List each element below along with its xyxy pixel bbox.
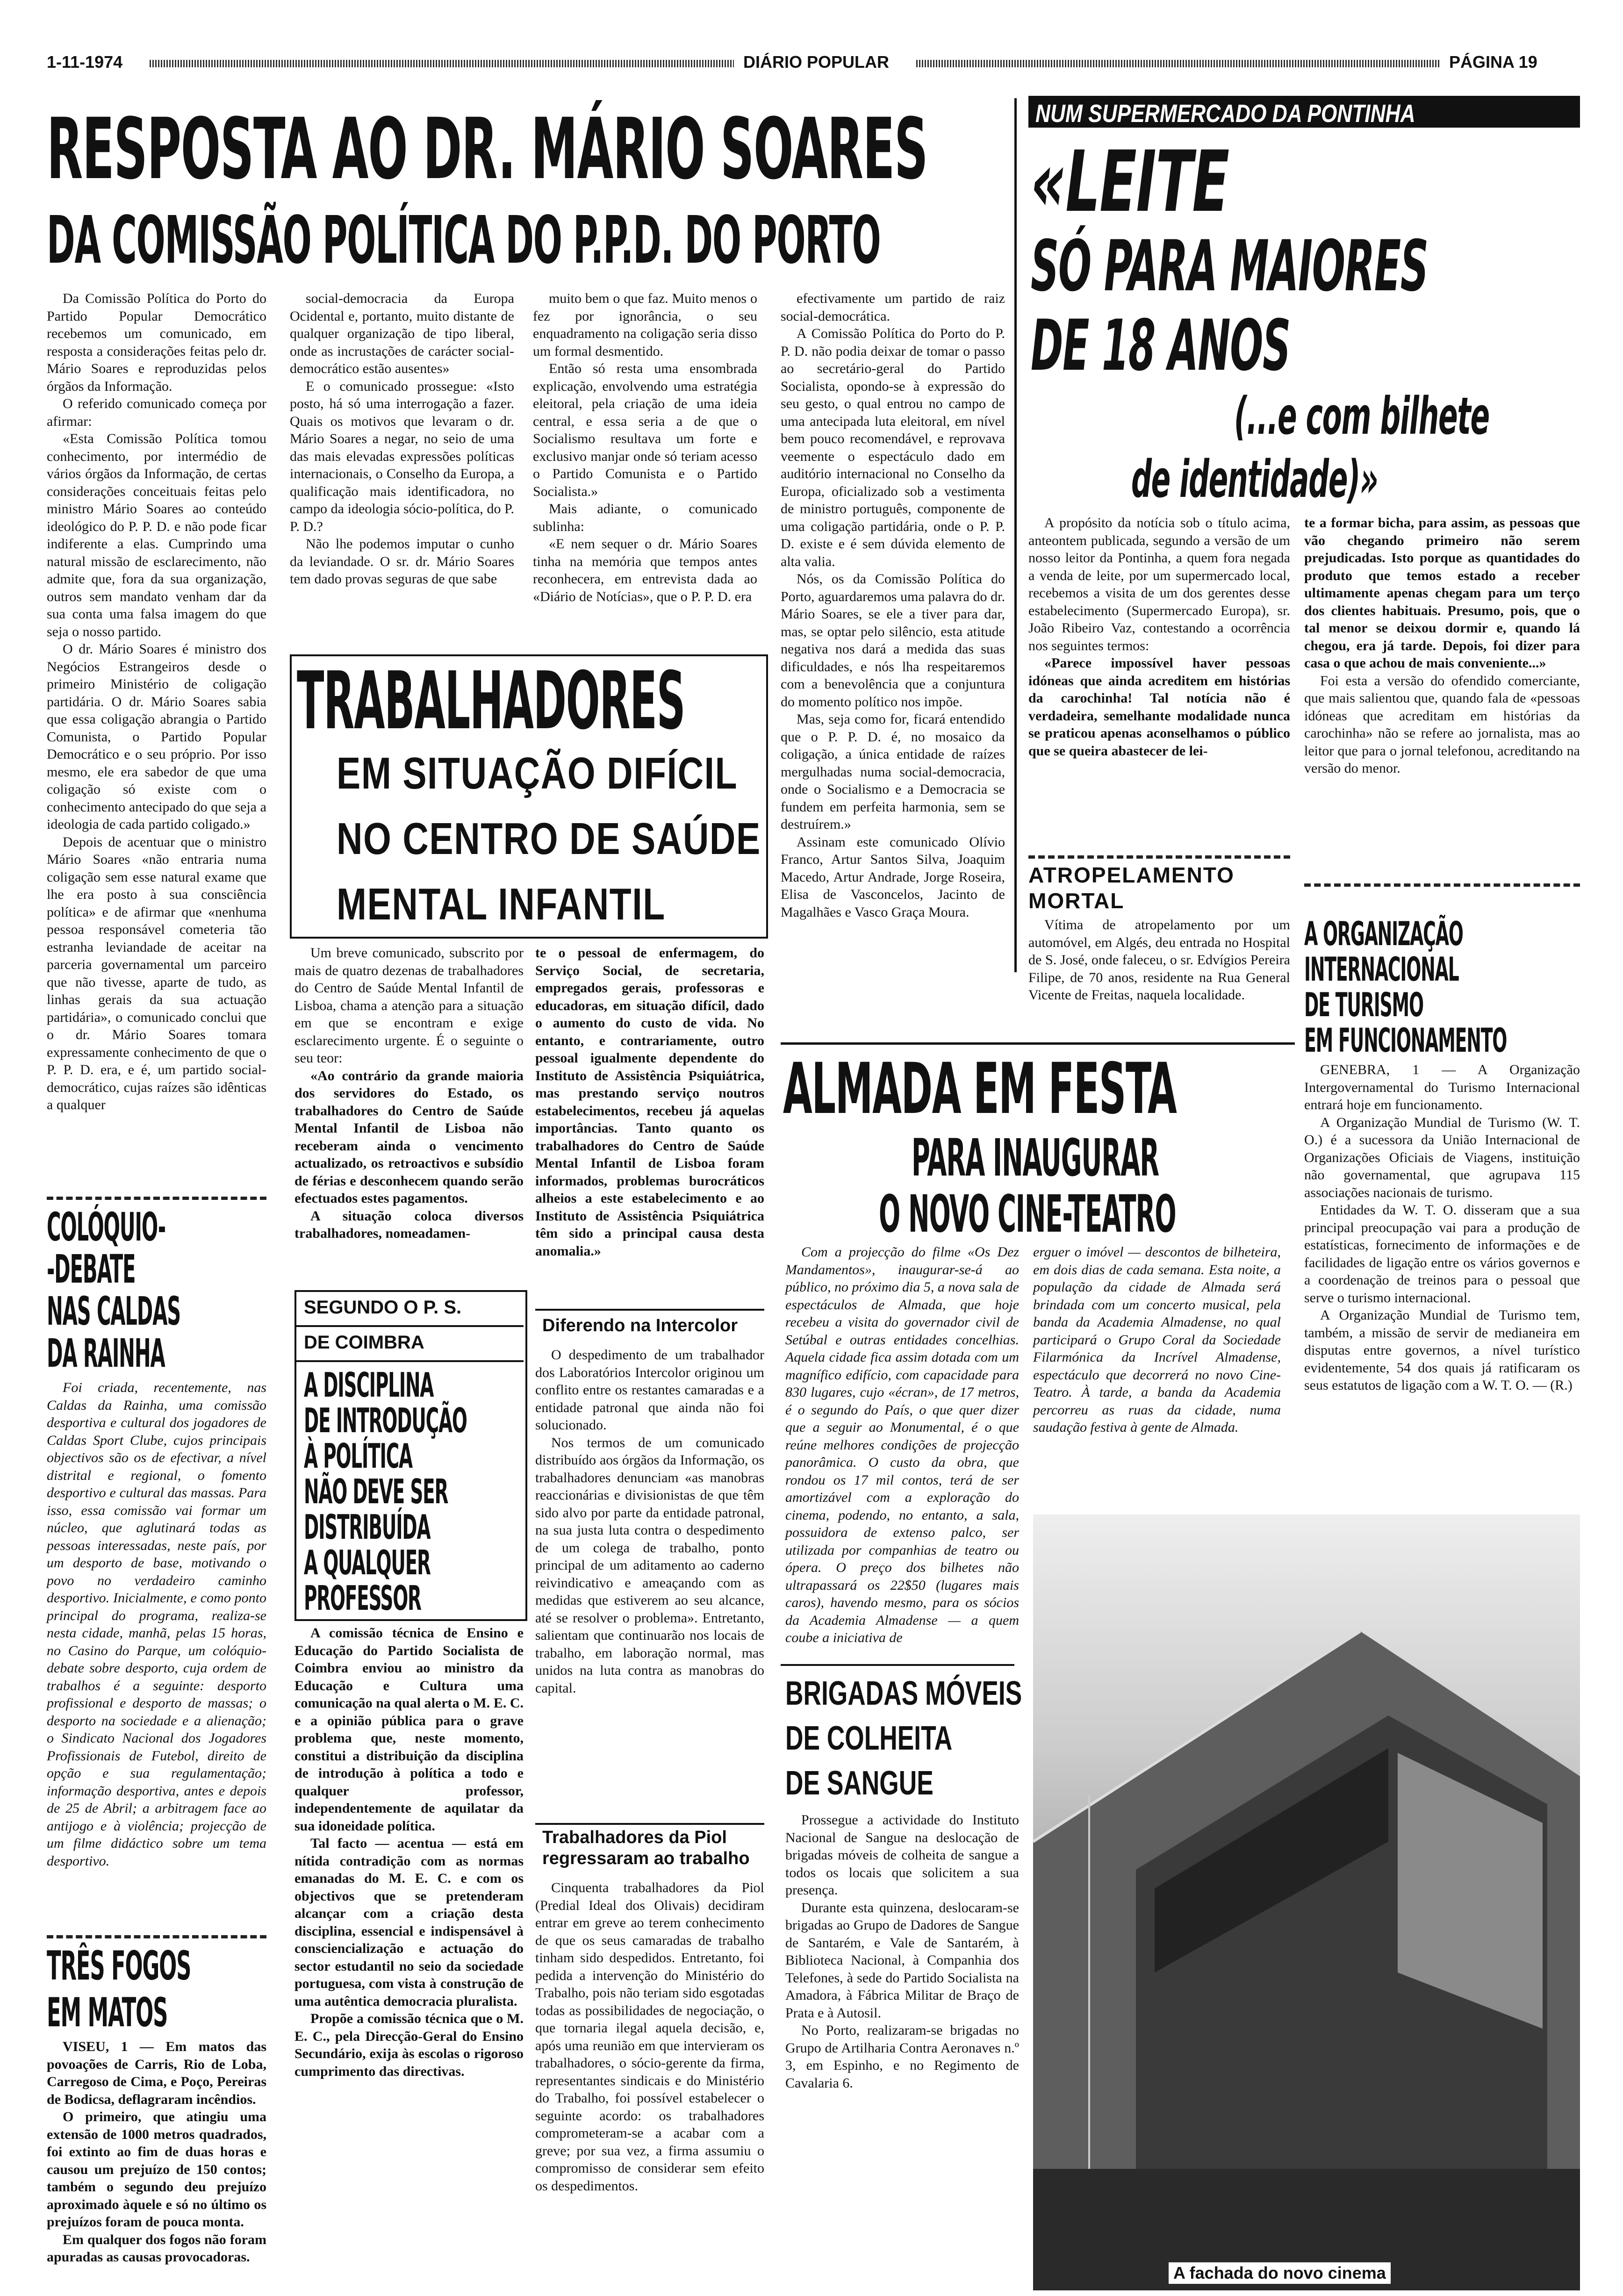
soares-subheadline: DA COMISSÃO POLÍTICA DO P.P.D. DO PORTO (47, 202, 881, 279)
paragraph: O despedimento de um trabalhador dos Laboratórios Intercolor originou um conflito entre os restantes camaradas e a entidade patronal que ainda não foi solucionado. (535, 1347, 764, 1433)
ps-title-4: NÃO DEVE SER (304, 1472, 448, 1511)
masthead (47, 52, 1580, 76)
coloquio-title-2: -DEBATE (47, 1246, 136, 1292)
paragraph: A Organização Mundial de Turismo tem, também, a missão de servir de medianeira em disputas entre governos, a nível turístico evidentemente, 54 dos quais já ratificaram os seus estatutos de ligação com a W. T. O. — (R.) (1304, 1307, 1580, 1393)
almada-title-1: ALMADA EM FESTA (783, 1048, 1177, 1130)
paragraph: Vítima de atropelamento por um automóvel, em Algés, deu entrada no Hospital de S. José, onde faleceu, o sr. Edvígios Pereira Filipe, de 70 anos, residente na Rua General Vicente de Freitas, naquela localidade. (1028, 917, 1290, 1003)
cinema-photo (1033, 1514, 1580, 2290)
almada-column-1 (785, 1243, 1019, 1647)
paragraph: muito bem o que faz. Muito menos o fez por ignorância, o seu enquadramento na coligação seria disso um formal desmentido. (533, 291, 757, 359)
paragraph: erguer o imóvel — descontos de bilheteira, em dois dias de cada semana. Esta noite, a população da cidade de Almada será brindada com um concerto musical, pela banda da Academia Almadense, no qual participará o Grupo Coral da Sociedade Filarmónica da Incrível Almadense, espectáculo que decorrerá no novo Cine-Teatro. À tarde, a banda da Academia percorreu as ruas da cidade, numa saudação festiva à gente de Almada. (1033, 1244, 1281, 1435)
almada-column-2 (1033, 1243, 1281, 1436)
leite-headline-2: SÓ PARA MAIORES (1031, 226, 1428, 307)
paragraph: Foi criada, recentemente, nas Caldas da Rainha, uma comissão desportiva e cultural dos jogadores de Caldas Sport Clube, cujos principais objectivos são os de efectivar, a nível distrital e regional, o fomento desportivo e cultural das massas. Para isso, essa comissão vai formar um núcleo, que aglutinará todas as pessoas interessadas, neste país, por um desporto de base, motivando o povo no verdadeiro caminho desportivo. Inicialmente, e como ponto principal do programa, realiza-se nesta cidade, manhã, pelas 15 horas, no Casino do Parque, um colóquio-debate sobre desporto, cuja ordem de trabalhos é a seguinte: desporto profissional e desporto de massas; o desporto na sociedade e a alienação; o Sindicato Nacional dos Jogadores Profissionais de Futebol, direito de opção e sua regulamentação; informação desportiva, antes e depois de 25 de Abril; a arbitragem face ao antijogo e à violência; projecção de um filme didáctico sobre um tema desportivo. (47, 1380, 266, 1869)
paragraph: Entidades da W. T. O. disseram que a sua principal preocupação vai para a produção de estatísticas, fornecimento de informações e de facilidades de ligação entre os vários governos e a coordenação de treinos para o pessoal que serve o turismo internacional. (1304, 1202, 1580, 1306)
photo-caption: A fachada do novo cinema (1169, 2262, 1391, 2284)
paragraph: «E nem sequer o dr. Mário Soares tinha na memória que tempos antes reconhecera, em entrevista dada ao «Diário de Notícias», que o P. P. D. era (533, 536, 757, 604)
turismo-headline (1304, 916, 1580, 1058)
paragraph: Nós, os da Comissão Política do Porto, aguardaremos uma palavra do dr. Mário Soares, se ele a tiver para dar, mas, se optar pelo silêncio, esta atitude negativa nos dará a medida das suas dificuldades, e nós lha respeitaremos com a benevolência que a conjuntura do momento político nos impõe. (781, 571, 1005, 710)
quote-paragraph: te o pessoal de enfermagem, do Serviço Social, de secretaria, empregados gerais, professoras e educadoras, em situação difícil, dado o aumento do custo de vida. No entanto, e contrariamente, outro pessoal igualmente dependente do Instituto de Assistência Psiquiátrica, mas prestando serviço noutros estabelecimentos, recebeu já aquelas importâncias. Tanto quanto os trabalhadores do Centro de Saúde Mental Infantil de Lisboa foram informados, problemas burocráticos alheios a este estabelecimento e ao Instituto de Assistência Psiquiátrica têm sido a principal causa desta anomalia.» (535, 945, 764, 1259)
ps-title-6: A QUALQUER (304, 1543, 431, 1582)
coloquio-title-3: NAS CALDAS (47, 1288, 181, 1334)
piol-title-1: Trabalhadores da Piol (542, 1828, 727, 1847)
divider (47, 1935, 266, 1938)
quote-paragraph: «Parece impossível haver pessoas idóneas que ainda acreditem em histórias da carochinha! Tal notícia não é verdadeira, semelhante modalidade nunca se praticou apenas aconselhamos o público que se queira abastecer de lei- (1028, 655, 1290, 759)
paragraph: O primeiro, que atingiu uma extensão de 1000 metros quadrados, foi extinto ao fim de duas horas e causou um prejuízo de 150 contos; também o segundo deu prejuízo aproximado àquele e só no último os prejuízos foram de pouca monta. (47, 2109, 266, 2230)
turismo-body (1304, 1061, 1580, 1394)
turismo-title-4: EM FUNCIONAMENTO (1304, 1021, 1507, 1060)
cinema-facade-illustration (1033, 1514, 1580, 2290)
fogos-title-1: TRÊS FOGOS (47, 1943, 191, 1989)
paragraph: Foi esta a versão do ofendido comerciante, que mais salientou que, quando fala de «pessoas idóneas que acreditam em histórias da carochinha» não se refere ao jornalista, mas ao leitor que para o jornal telefonou, acreditando na versão do menor. (1304, 673, 1580, 776)
paragraph: O dr. Mário Soares é ministro dos Negócios Estrangeiros desde o primeiro Ministério de coligação partidária. O dr. Mário Soares sabia que essa coligação abrangia o Partido Comunista, o Partido Popular Democrático e o seu próprio. Por isso mesmo, ele era sabedor de que uma coligação só existe com o conhecimento antecipado do que seja a ideologia de cada partido coligado.» (47, 641, 266, 832)
paragraph: Propõe a comissão técnica que o M. E. C., pela Direcção-Geral do Ensino Secundário, exija às escolas o rigoroso cumprimento das directivas. (294, 2011, 524, 2079)
paragraph: social-democracia da Europa Ocidental e, portanto, muito distante de qualquer organização de tipo liberal, onde as incrustações de carácter social-democrático estão ausentes» (290, 291, 514, 376)
ps-title-3: À POLÍTICA (304, 1436, 412, 1476)
paragraph: Não lhe podemos imputar o cunho da leviandade. O sr. dr. Mário Soares tem dado provas seguras de que sabe (290, 536, 514, 587)
paragraph: O referido comunicado começa por afirmar: (47, 396, 266, 429)
vertical-rule (1014, 98, 1017, 972)
paragraph: Depois de acentuar que o ministro Mário Soares «não entraria numa coligação sem esse natural exame que lhe era posto à sua consciência política» e de afirmar que «nenhuma pessoa responsável cometeria tão estranha leviandade de aceitar na parceria governamental um parceiro que não tivesse, aparte de tudo, as linhas gerais da sua actuação partidária», o comunicado conclui que o dr. Mário Soares tomara expressamente conhecimento de que o P. P. D. era, e é, um partido social-democrático, cujas raízes são idênticas a qualquer (47, 834, 266, 1112)
divider (1304, 883, 1580, 887)
ps-title-7: PROFESSOR (304, 1578, 421, 1618)
paragraph: Então só resta uma ensombrada explicação, envolvendo uma estratégia eleitoral, pela criação de uma ideia central, e essa seria a de que o Socialismo resultava um forte e exclusivo manjar onde só teriam acesso o Partido Comunista e o Partido Socialista.» (533, 361, 757, 499)
ps-title-1: A DISCIPLINA (304, 1365, 434, 1405)
leite-column-2 (1304, 514, 1580, 777)
masthead-rule-left (150, 60, 734, 67)
soares-column-4 (781, 290, 1005, 921)
ps-kicker-1: SEGUNDO O P. S. (304, 1297, 462, 1318)
soares-headline: RESPOSTA AO DR. MÁRIO SOARES (47, 100, 928, 198)
leite-headline-1: «LEITE (1031, 133, 1229, 231)
paragraph: Tal facto — acentua — está em nítida contradição com as normas emanadas do M. E. C. e com os objectivos que se pretenderam alcançar com a criação desta disciplina, essencial e indispensável à consciencialização e actuação do sector estudantil no seio da sociedade portuguesa, com vista à construção de uma autêntica democracia pluralista. (294, 1836, 524, 2009)
leite-headline-3: DE 18 ANOS (1031, 305, 1291, 387)
divider (294, 1325, 524, 1327)
paragraph: A Organização Mundial de Turismo (W. T. O.) é a sucessora da União Internacional de Organizações Oficiais de Viagens, instituição não governamental, que agrupava 115 associações nacionais de turismo. (1304, 1114, 1580, 1200)
masthead-rule-right (916, 60, 1440, 67)
masthead-date: 1-11-1974 (47, 52, 123, 72)
paragraph: Mais adiante, o comunicado sublinha: (533, 501, 757, 534)
turismo-title-1: A ORGANIZAÇÃO (1304, 915, 1463, 953)
brigadas-title-2: DE COLHEITA (785, 1720, 953, 1757)
piol-body (535, 1879, 764, 2195)
trabalhadores-title-2: EM SITUAÇÃO DIFÍCIL (337, 748, 738, 798)
divider (47, 1197, 266, 1200)
brigadas-body (785, 1811, 1019, 2092)
trabalhadores-column-1 (294, 944, 524, 1242)
paragraph: Com a projecção do filme «Os Dez Mandamentos», inaugurar-se-á ao público, no próximo dia 5, a nova sala de espectáculos de Almada, que hoje recebeu a visita do governador civil de Setúbal e outras entidades concelhias. Aquela cidade fica assim dotada com um magnífico edifício, com capacidade para 830 lugares, cujo «écran», de 17 metros, é o segundo do País, o que quer dizer que a seguir ao Monumental, é o que reúne melhores condições de projecção panorâmica. O custo da obra, que rondou os 17 mil contos, terá de ser amortizável com a exploração do cinema, podendo, no entanto, a sala, possuidora de extenso palco, ser utilizada por companhias de teatro ou ópera. O preço dos bilhetes não ultrapassará os 22$50 (lugares mais caros), havendo mesmo, para os sócios da Academia Almadense — a quem coube a iniciativa de (785, 1244, 1019, 1645)
ps-body (294, 1624, 524, 2080)
soares-column-1 (47, 290, 266, 1114)
atropelamento-title-1: ATROPELAMENTO (1028, 863, 1235, 887)
turismo-title-2: INTERNACIONAL (1304, 950, 1459, 989)
paragraph: VISEU, 1 — Em matos das povoações de Carris, Rio de Loba, Carregoso de Cima, e Poço, Pereiras de Bodicsa, deflagraram incêndios. (47, 2039, 266, 2107)
quote-paragraph: «Ao contrário da grande maioria dos servidores do Estado, os trabalhadores do Centro de Saúde Mental Infantil de Lisboa não receberam ainda o vencimento actualizado, os retroactivos e subsídio de férias e desconhecem quando serão efectuados estes pagamentos. (294, 1068, 524, 1206)
piol-title-2: regressaram ao trabalho (542, 1849, 750, 1868)
divider (781, 1042, 1295, 1045)
trabalhadores-title-4: MENTAL INFANTIL (337, 879, 666, 929)
leite-headline-5: de identidade)» (1131, 449, 1378, 509)
brigadas-title-1: BRIGADAS MÓVEIS (785, 1675, 1022, 1712)
divider (1028, 855, 1290, 859)
turismo-title-3: DE TURISMO (1304, 986, 1423, 1024)
atropelamento-title-2: MORTAL (1028, 889, 1125, 913)
paragraph: Prossegue a actividade do Instituto Nacional de Sangue na deslocação de brigadas móveis de colheita de sangue a todos os locais que solicitem a sua presença. (785, 1812, 1019, 1898)
divider (535, 1823, 764, 1825)
ps-title-2: DE INTRODUÇÃO (304, 1401, 467, 1440)
paragraph: A situação coloca diversos trabalhadores, nomeadamen- (294, 1208, 524, 1241)
paragraph: Mas, seja como for, ficará entendido que o P. P. D. é, no mosaico da coligação, a única entidade de raízes mergulhadas numa social-democracia, onde o Socialismo e a Democracia se fundem em perfeita harmonia, sem se destruírem.» (781, 711, 1005, 832)
coloquio-title-4: DA RAINHA (47, 1330, 165, 1376)
masthead-paper: DIÁRIO POPULAR (743, 52, 890, 72)
ps-kicker-2: DE COIMBRA (304, 1332, 424, 1353)
almada-title-2: PARA INAUGURAR (912, 1128, 1159, 1188)
brigadas-title-3: DE SANGUE (785, 1765, 934, 1802)
intercolor-title: Diferendo na Intercolor (542, 1316, 738, 1335)
leite-column-1 (1028, 514, 1290, 760)
paragraph: A Comissão Política do Porto do P. P. D. não podia deixar de tomar o passo ao secretário-geral do Partido Socialista, opondo-se à expressão do seu gesto, o qual entrou no campo de uma antecipada luta eleitoral, em nível bem pouco recomendável, e reprovava veemente o espectáculo dado em auditório internacional no Conselho da Europa, oficializado sob a vestimenta de ministro português, componente de uma coligação partidária, onde o P. P. D. existe e é sem dúvida elemento de alta valia. (781, 326, 1005, 569)
paragraph: Um breve comunicado, subscrito por mais de quatro dezenas de trabalhadores do Centro de Saúde Mental Infantil de Lisboa, chama a atenção para a situação em que se encontram e exige esclarecimento urgente. É o seguinte o seu teor: (294, 945, 524, 1066)
trabalhadores-title-3: NO CENTRO DE SAÚDE (337, 814, 761, 864)
paragraph: Assinam este comunicado Olívio Franco, Artur Santos Silva, Joaquim Macedo, Artur Andrade, Jorge Roseira, Elisa de Vasconcelos, Jacinto de Magalhães e Vasco Graça Moura. (781, 834, 1005, 920)
paragraph: Durante esta quinzena, deslocaram-se brigadas ao Grupo de Dadores de Sangue de Santarém, e Vale de Santarém, à Biblioteca Nacional, à Companhia dos Telefones, à sede do Partido Socialista na Amadora, à Fábrica Militar de Braço de Prata e à Autosil. (785, 1900, 1019, 2021)
quote-paragraph: te a formar bicha, para assim, as pessoas que vão chegando primeiro não serem prejudicadas. Isto porque as quantidades do produto que temos estado a receber ultimamente apenas chegam para um terço dos clientes habituais. Presumo, pois, que o tal menor se deixou dormir e, quando lá chegou, era já tarde. Depois, foi dizer para casa o que achou de mais conveniente...» (1304, 515, 1580, 671)
paragraph: A comissão técnica de Ensino e Educação do Partido Socialista de Coimbra enviou ao ministro da Educação e Cultura uma comunicação na qual alerta o M. E. C. e a opinião pública para o grave problema que, neste momento, constitui a distribuição da disciplina de introdução à política a todo e qualquer professor, independentemente de aquilatar da sua idoneidade política. (294, 1625, 524, 1834)
paragraph: Nos termos de um comunicado distribuído aos órgãos da Informação, os trabalhadores denunciam «as manobras reaccionárias e divisionistas de que têm sido alvo por parte da entidade patronal, na sua justa luta contra o despedimento de um colega de trabalho, ponto principal de um aditamento ao caderno reivindicativo e ameaçando com as medidas que estiverem ao seu alcance, até se resolver o problema». Entretanto, salientam que continuarão nos locais de trabalho, em laboração normal, mas unidos na luta contra as manobras do capital. (535, 1435, 764, 1696)
coloquio-body (47, 1379, 266, 1870)
soares-column-2 (290, 290, 514, 588)
paragraph: efectivamente um partido de raiz social-democrática. (781, 291, 1005, 324)
leite-headline-4: (...e com bilhete (1234, 386, 1489, 446)
divider (535, 1309, 764, 1311)
soares-column-3 (533, 290, 757, 605)
paragraph: Cinquenta trabalhadores da Piol (Predial Ideal dos Olivais) decidiram entrar em greve ao terem conhecimento de que os seus camaradas de trabalho tinham sido despedidos. Entretanto, foi pedida a intervenção do Ministério do Trabalho, pois não teriam sido esgotadas todas as possibilidades de negociação, o que tornaria ilegal aquela decisão, e, após uma reunião em que intervieram os trabalhadores, o sócio-gerente da firma, representantes sindicais e do Ministério do Trabalho, foi possível estabelecer o seguinte acordo: os trabalhadores comprometeram-se a acabar com a greve; por sua vez, a firma assumiu o compromisso de considerar sem efeito os despedimentos. (535, 1880, 764, 2194)
almada-title-3: O NOVO CINE-TEATRO (879, 1184, 1176, 1244)
coloquio-title-1: COLÓQUIO- (47, 1204, 166, 1250)
leite-kicker: NUM SUPERMERCADO DA PONTINHA (1035, 100, 1415, 128)
trabalhadores-title-1: TRABALHADORES (297, 655, 685, 747)
ps-title-5: DISTRIBUÍDA (304, 1507, 431, 1547)
fogos-title-2: EM MATOS (47, 1989, 168, 2036)
divider (781, 1664, 1014, 1666)
fogos-body (47, 2038, 266, 2266)
paragraph: A propósito da notícia sob o título acima, anteontem publicada, segundo a versão de um nosso leitor da Pontinha, a quem fora negada a venda de leite, por um supermercado local, recebemos a visita de um dos gerentes desse estabelecimento (Supermercado Europa), sr. João Ribeiro Vaz, contestando a ocorrência nos seguintes termos: (1028, 515, 1290, 653)
paragraph: Em qualquer dos fogos não foram apuradas as causas provocadoras. (47, 2231, 266, 2265)
paragraph: GENEBRA, 1 — A Organização Intergovernamental do Turismo Internacional entrará hoje em funcionamento. (1304, 1062, 1580, 1112)
trabalhadores-column-2 (535, 944, 764, 1260)
ps-headline (304, 1367, 575, 1616)
paragraph: Da Comissão Política do Porto do Partido Popular Democrático recebemos um comunicado, em resposta a considerações feitas pelo dr. Mário Soares e reproduzidas pelos órgãos da Informação. (47, 291, 266, 394)
atropelamento-body (1028, 916, 1290, 1004)
paragraph: «Esta Comissão Política tomou conhecimento, por intermédio de vários órgãos da Informação, de certas considerações conceituais feitas pelo ministro Mário Soares ao conteúdo ideológico do P. P. D. e não pode ficar indiferente a elas. Cumprindo uma natural missão de esclarecimento, não admite que, fora da sua organização, outros sem mandato venham dar da sua conta uma falsa imagem do que seja o nosso partido. (47, 431, 266, 639)
coloquio-headline (47, 1206, 290, 1374)
divider (294, 1360, 524, 1362)
masthead-page: PÁGINA 19 (1449, 52, 1537, 72)
paragraph: No Porto, realizaram-se brigadas no Grupo de Artilharia Contra Aeronaves n.º 3, em Espinho, e no Regimento de Cavalaria 6. (785, 2023, 1019, 2091)
paragraph: E o comunicado prossegue: «Isto posto, há só uma interrogação a fazer. Quais os motivos que levaram o dr. Mário Soares a negar, no seio de uma das mais elevadas expressões políticas internacionais, o Conselho da Europa, a qualificação mais identificadora, no campo da ideologia sócio-política, do P. P. D.? (290, 378, 514, 534)
